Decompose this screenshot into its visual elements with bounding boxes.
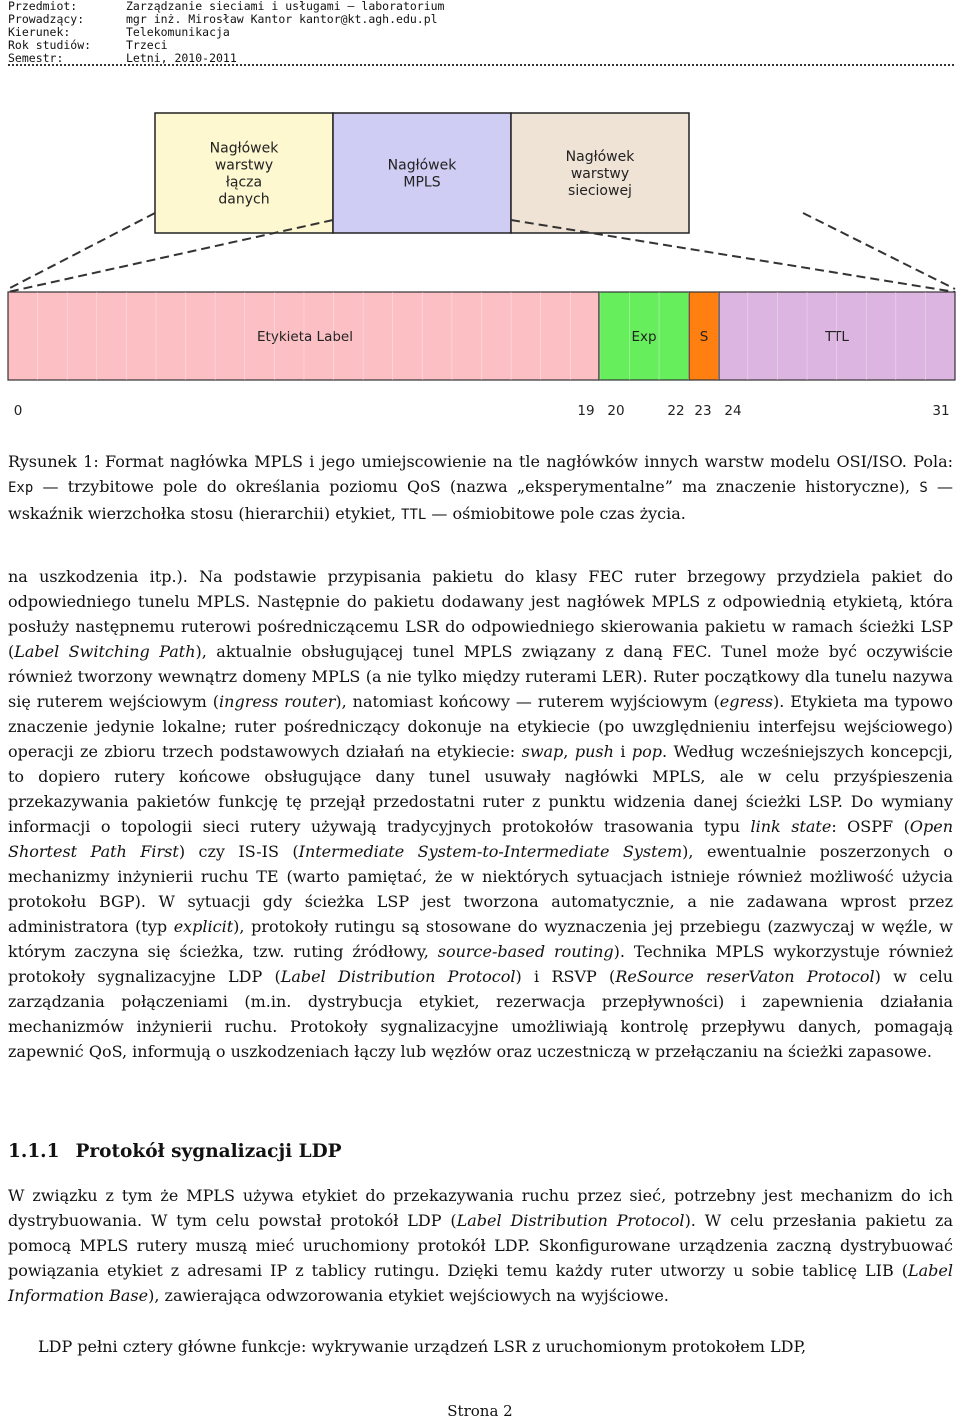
bit-label: 0 xyxy=(13,403,23,419)
header-value: mgr inż. Mirosław Kantor kantor@kt.agh.edu.pl xyxy=(126,12,438,26)
header-box-label: Nagłówek xyxy=(387,157,457,174)
header-label: Prowadzący: xyxy=(8,12,85,26)
italic-term: egress xyxy=(719,692,773,711)
layer-headers xyxy=(155,113,689,233)
header-value: Trzeci xyxy=(126,38,168,52)
projection-line-left xyxy=(8,213,155,289)
header-value: Zarządzanie sieciami i usługami — laboratorium xyxy=(126,0,445,13)
header-label: Rok studiów: xyxy=(8,38,92,52)
italic-term: Intermediate System-to-Intermediate System xyxy=(298,842,683,861)
italic-term: link state xyxy=(750,817,832,836)
document-header xyxy=(8,0,952,65)
header-box-label: danych xyxy=(218,191,270,208)
section-title: Protokół sygnalizacji LDP xyxy=(75,1141,342,1162)
header-value: Telekomunikacja xyxy=(126,25,230,39)
text-run: : OSPF ( xyxy=(831,817,910,836)
italic-term: source-based routing xyxy=(437,942,614,961)
caption-s-code: S xyxy=(919,480,928,496)
mpls-fields xyxy=(8,292,955,380)
italic-term: explicit xyxy=(173,917,234,936)
text-run: ) i RSVP ( xyxy=(515,967,616,986)
text-run: ). Etykieta ma typowo znaczenie jedynie lokalne; ruter pośredniczący dokonuje na etykiecie (po uwzględnieniu interfejsu wejściowego) operacji ze zbioru trzech podstawowych działań na etykiecie: xyxy=(8,692,954,761)
header-box-label: Nagłówek xyxy=(209,140,279,157)
italic-term: Label Distribution Protocol xyxy=(456,1211,685,1230)
italic-term: swap xyxy=(521,742,564,761)
caption-intro: Rysunek 1: Format nagłówka MPLS i jego umiejscowienie na tle nagłówków innych warstw modelu OSI/ISO. Pola: xyxy=(8,452,953,471)
text-run: W związku z tym że MPLS używa etykiet do przekazywania ruchu przez sieć, potrzebny jest mechanizm do ich dystrybuowania. W tym celu powstał protokół LDP ( xyxy=(8,1186,953,1230)
bit-label: 22 xyxy=(667,403,685,419)
projection-line-right xyxy=(803,213,955,289)
text-run: na uszkodzenia itp.). Na podstawie przypisania pakietu do klasy FEC ruter brzegowy przydziela pakiet do odpowiedniego tunelu MPLS. Następnie do pakietu dodawany jest nagłówek MPLS z odpowiednią etykietą, która posłuży następnemu ruterowi pośredniczącemu LSR do odpowiedniego skierowania pakietu w ramach ścieżki LSP ( xyxy=(8,567,953,661)
text-run: ). W celu przesłania pakietu za pomocą MPLS rutery muszą mieć uruchomiony protokół LDP. Skonfigurowane urządzenia zaczną dystrybuować powiązania etykiet z adresami IP z tablicy rutingu. Dzięki temu każdy ruter utworzy u sobie tablicę LIB ( xyxy=(8,1211,953,1280)
header-label: Semestr: xyxy=(8,51,64,65)
bit-label: 20 xyxy=(607,403,625,419)
header-label: Przedmiot: xyxy=(8,0,78,13)
section-heading xyxy=(8,1141,342,1162)
text-run: , xyxy=(563,742,575,761)
figure-caption xyxy=(8,449,953,528)
header-box-label: MPLS xyxy=(403,174,441,191)
text-run: ), natomiast końcowy — ruterem wyjściowym ( xyxy=(335,692,720,711)
italic-term: Label Distribution Protocol xyxy=(280,967,516,986)
field-label: TTL xyxy=(825,329,849,345)
caption-ttl-desc: — ośmiobitowe pole czas życia. xyxy=(426,504,686,523)
text-run: ), ewentualnie poszerzonych o mechanizmy inżynierii ruchu TE (warto pamiętać, że w niektórych sytuacjach istnieje również możliwość użycia protokołu BGP). W sytuacji gdy ścieżka LSP jest tworzona automatycznie, a nie zadawana wprost przez administratora (typ xyxy=(8,842,953,936)
bit-labels xyxy=(14,403,950,419)
italic-term: pop xyxy=(631,742,663,761)
italic-term: Open Shortest Path First xyxy=(8,817,953,861)
bit-label: 24 xyxy=(724,403,742,419)
caption-s-desc: — wskaźnik wierzchołka stosu (hierarchii) etykiet, xyxy=(8,477,953,523)
caption-exp-desc: — trzybitowe pole do określania poziomu QoS (nazwa „eksperymentalne” ma znaczenie historyczne), xyxy=(33,477,920,496)
section-paragraph-2: LDP pełni cztery główne funkcje: wykrywanie urządzeń LSR z uruchomionym protokołem LDP, xyxy=(38,1337,807,1356)
section-number: 1.1.1 xyxy=(8,1141,60,1162)
header-separator xyxy=(8,64,954,66)
bit-label: 19 xyxy=(577,403,595,419)
header-value: Letni, 2010-2011 xyxy=(126,51,237,65)
text-run: ), aktualnie obsługującej tunel MPLS związany z daną FEC. Tunel może być oczywiście również tworzony wewnątrz domeny MPLS (a nie tylko między ruterami LER). Ruter początkowy dla tunelu nazywa się ruterem wejściowym ( xyxy=(8,642,953,711)
header-box-label: Nagłówek xyxy=(565,149,635,165)
italic-term: ingress router xyxy=(219,692,336,711)
section-paragraph-1 xyxy=(8,1183,953,1308)
italic-term: Label Switching Path xyxy=(14,642,196,661)
mpls-header-figure xyxy=(0,104,960,424)
bit-label: 31 xyxy=(932,403,950,419)
body-paragraph xyxy=(8,564,953,1064)
text-run: ) w celu zarządzania połączeniami (m.in. dystrybucja etykiet, rezerwacja przepływności) i zapewnienia działania mechanizmów inżynierii ruchu. Protokoły sygnalizacyjne umożliwiają kontrolę przepływu danych, pomagają zapewnić QoS, informują o uszkodzeniach łączy lub węzłów oraz uczestniczą w przełączaniu na ścieżki zapasowe. xyxy=(8,967,954,1061)
text-run: . Według wcześniejszych koncepcji, to dopiero rutery końcowe obsługujące dany tunel usuwały nagłówki MPLS, ale w celu przyśpieszenia przekazywania pakietów funkcję tę przejął przedostatni ruter z punktu widzenia danej ścieżki LSP. Do wymiany informacji o topologii sieci rutery używają tradycyjnych protokołów trasowania typu xyxy=(8,742,954,836)
caption-exp-code: Exp xyxy=(8,480,34,496)
header-box-label: sieciowej xyxy=(568,183,632,199)
field-label: Exp xyxy=(631,329,657,345)
italic-term: Label Information Base xyxy=(8,1261,953,1305)
header-box-label: łącza xyxy=(225,174,263,191)
header-box-label: warstwy xyxy=(214,157,274,174)
page-number: Strona 2 xyxy=(447,1402,513,1420)
text-run: ), zawierająca odwzorowania etykiet wejściowych na wyjściowe. xyxy=(148,1286,669,1305)
bit-label: 23 xyxy=(694,403,712,419)
field-label: Etykieta Label xyxy=(257,329,353,345)
italic-term: push xyxy=(574,742,614,761)
text-run: ), protokoły rutingu są stosowane do wyznaczenia jej przebiegu (zazwyczaj w węźle, w którym zaczyna się ścieżka, tzw. ruting źródłowy, xyxy=(8,917,953,961)
text-run: ) czy IS-IS ( xyxy=(178,842,299,861)
header-box-label: warstwy xyxy=(570,166,630,182)
text-run: i xyxy=(613,742,632,761)
text-run: ). Technika MPLS wykorzystuje również protokoły sygnalizacyjne LDP ( xyxy=(8,942,953,986)
caption-ttl-code: TTL xyxy=(401,507,427,523)
italic-term: ReSource reserVaton Protocol xyxy=(615,967,875,986)
header-label: Kierunek: xyxy=(8,25,71,39)
field-label: S xyxy=(699,329,709,345)
